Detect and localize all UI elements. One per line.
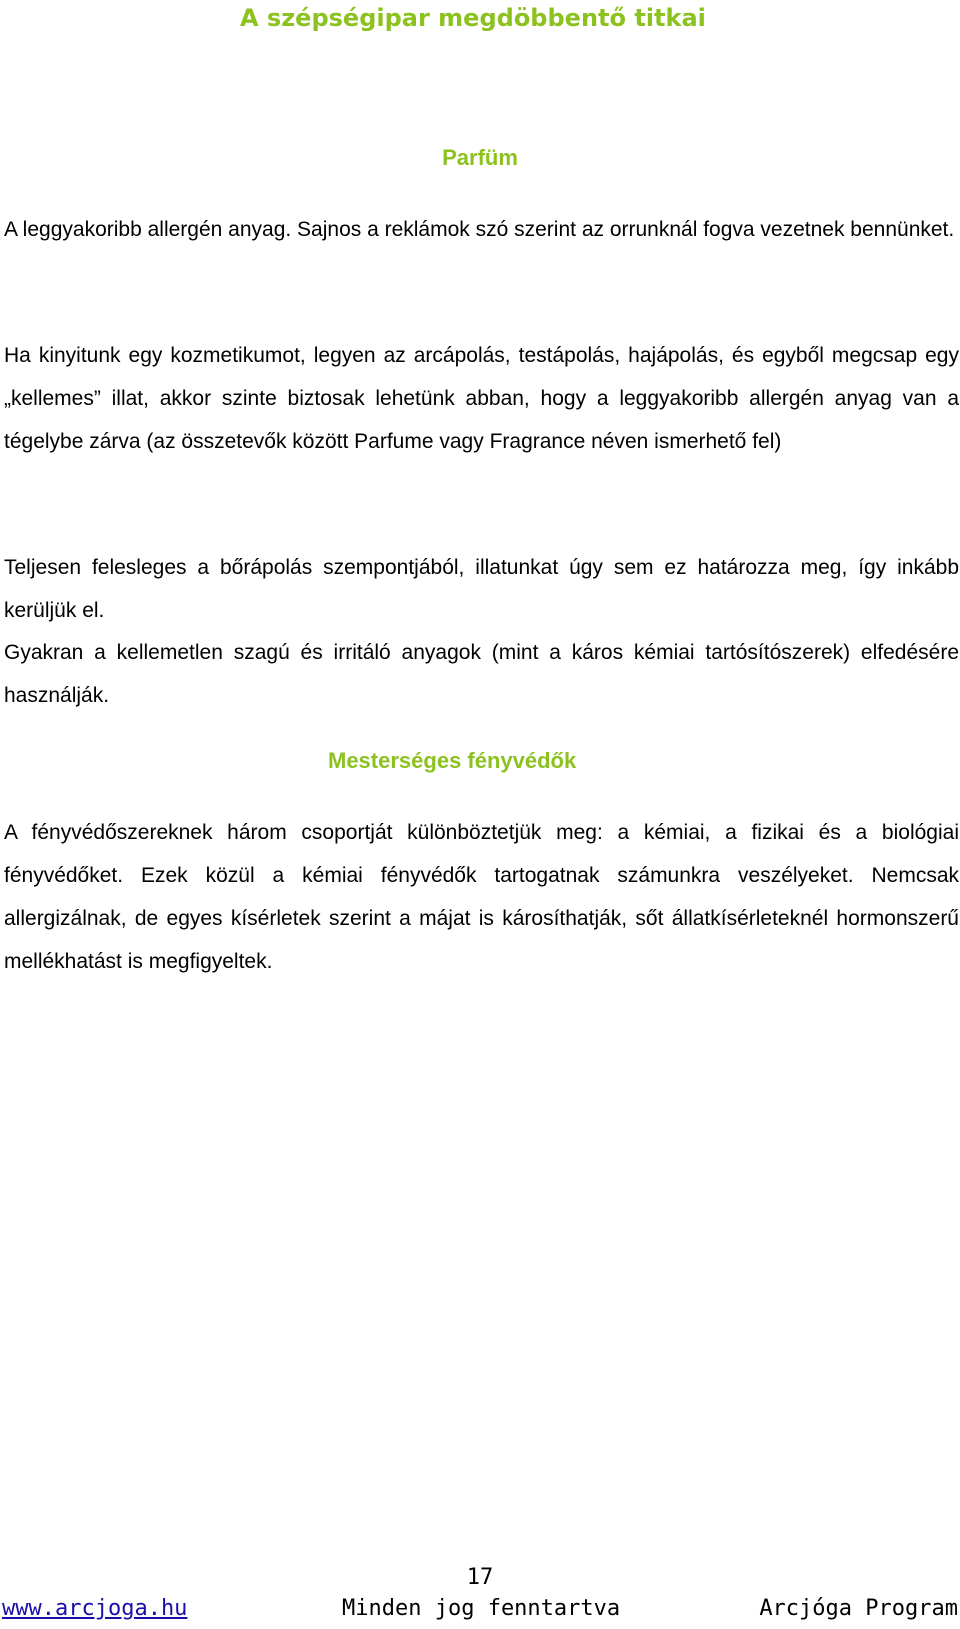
page-footer <box>0 1596 960 1626</box>
document-title: A szépségipar megdöbbentő titkai <box>240 4 706 32</box>
program-brand: Arcjóga Program <box>759 1596 958 1621</box>
paragraph-parfum-intro: A leggyakoribb allergén anyag. Sajnos a reklámok szó szerint az orrunknál fogva vezetnek bennünket. <box>4 218 955 241</box>
section-heading-fenyvedok: Mesterséges fényvédők <box>328 748 577 773</box>
page-number: 17 <box>466 1565 494 1590</box>
paragraph-fenyvedok: A fényvédőszereknek három csoportját különböztetjük meg: a kémiai, a fizikai és a biológiai fényvédőket. Ezek közül a kémiai fényvédők tartogatnak számunkra veszélyeket. Nemcsak allergizálnak, de egyes kísérletek szerint a májat is károsíthatják, sőt állatkísérleteknél hormonszerű mellékhatást is megfigyeltek. <box>4 821 959 973</box>
section-heading-parfum: Parfüm <box>442 145 518 170</box>
paragraph-parfum-avoid: Teljesen felesleges a bőrápolás szempontjából, illatunkat úgy sem ez határozza meg, így inkább kerüljük el. <box>4 556 959 622</box>
paragraph-parfum-detail: Ha kinyitunk egy kozmetikumot, legyen az arcápolás, testápolás, hajápolás, és egyből megcsap egy „kellemes” illat, akkor szinte biztosak lehetünk abban, hogy a leggyakoribb allergén anyag van a tégelybe zárva (az összetevők között Parfume vagy Fragrance néven ismerhető fel) <box>4 344 959 453</box>
website-link[interactable]: www.arcjoga.hu <box>2 1596 188 1621</box>
paragraph-parfum-masking: Gyakran a kellemetlen szagú és irritáló anyagok (mint a káros kémiai tartósítószerek) elfedésére használják. <box>4 641 959 707</box>
copyright-notice: Minden jog fenntartva <box>342 1596 621 1621</box>
